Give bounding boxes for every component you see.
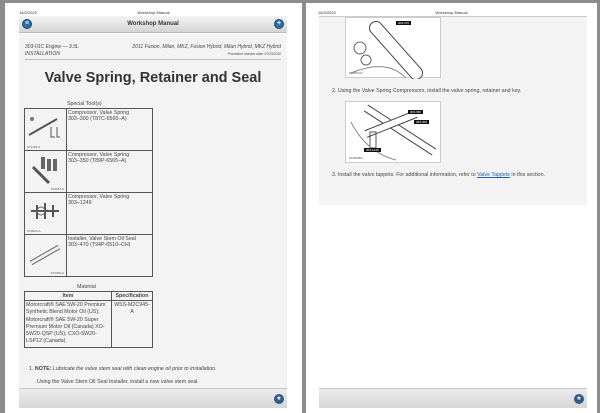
valve-tappets-link[interactable]: Valve Tappets [477,172,510,178]
tool-image [27,155,63,185]
footer-bar [19,388,287,408]
step-2-text: 2. Using the Valve Spring Compressors, install the valve spring, retainer and key. [332,88,522,94]
print-date: 16/3/2020 [19,10,37,15]
favorite-star-icon[interactable]: ★ [574,394,584,404]
menu-button[interactable]: ≡ [22,19,32,29]
table-row: ST1187-A Compressor, Valve Spring 303–350 (T89P-6565–A) [25,151,153,193]
tools-caption: Special Tool(s) [67,101,102,107]
step-1-note: 1. NOTE: Lubricate the valve stem seal with clean engine oil prior to installation. [29,366,217,372]
divider [25,59,281,60]
tool-image [27,197,63,227]
special-tools-table [24,108,153,277]
figure-seal-installer: 303-470 N0035417 [345,17,441,78]
material-caption: Material [77,284,96,290]
top-bar [19,16,287,33]
page-right [306,3,597,413]
table-row: Motorcraft® SAE 5W-20 Premium Synthetic Blend Motor Oil (US); Motorcraft® SAE 5W-20 Super Premium Motor Oil (Canada) XO-5W20-QSP (US); CXO-5W20-LSP12 (Canada) WSS-M2C945-A [25,301,153,348]
table-row: ST1181-A Compressor, Valve Spring 303–300 (T87C-6565–A) [25,109,153,151]
footer-bar [319,388,587,408]
table-row: ST1306-A Installer, Valve Stem Oil Seal 303–470 (T94P-6510–CH) [25,235,153,277]
breadcrumb: 303-01C Engine — 3.5L [25,44,79,50]
revision-date: Procedure revision date: 07/23/2010 [227,52,281,56]
content-area [319,16,587,205]
print-header: Workshop Manual [435,10,468,15]
section: INSTALLATION [25,51,60,57]
step-3-text: 3. Install the valve tappets. For additional information, refer to Valve Tappets in this section. [332,172,545,178]
page-title: Valve Spring, Retainer and Seal [44,70,262,86]
favorite-star-icon[interactable]: ★ [274,394,284,404]
bar-title: Workshop Manual [127,21,179,27]
print-header: Workshop Manual [137,10,170,15]
content-area [19,34,287,389]
tool-image [27,239,63,269]
step-1-text: Using the Valve Stem Oil Seal Installer, install a new valve stem seal. [37,379,199,385]
page-left [5,3,302,413]
material-table: Item Specification Motorcraft® SAE 5W-20 Premium Synthetic Blend Motor Oil (US); Motorcraft® SAE 5W-20 Super Premium Motor Oil (Canada) XO-5W20-QSP (US); CXO-5W20-LSP12 (Canada) WSS-M2C945-A [24,291,153,348]
table-row: ST0524-A Compressor, Valve Spring 303–1249 [25,193,153,235]
add-button[interactable]: + [274,19,284,29]
tool-image [27,113,63,143]
print-date: 16/3/2020 [318,10,336,15]
figure-spring-compressors: 303-350 303-300 303-1249 N0036854 [345,101,441,163]
vehicles: 2011 Fusion, Milan, MKZ, Fusion Hybrid, Milan Hybrid, MKZ Hybrid [132,44,281,50]
